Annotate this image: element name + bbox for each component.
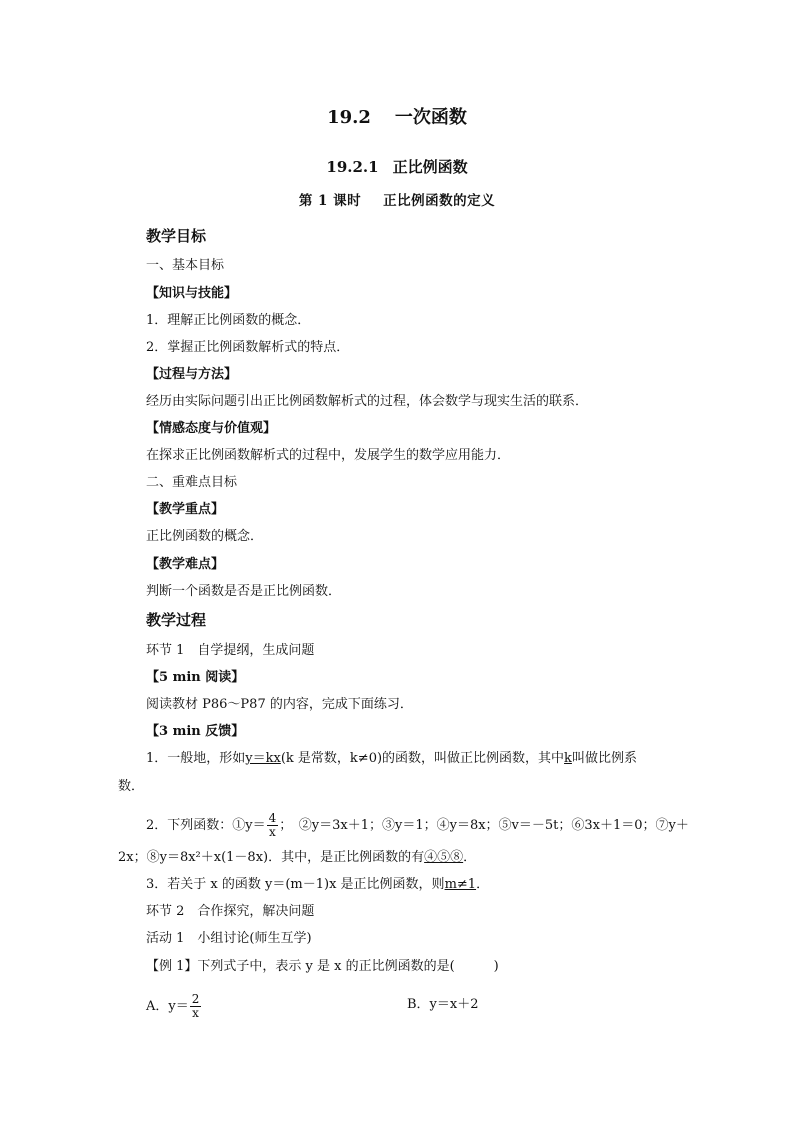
focus-text: 正比例函数的概念．: [146, 529, 264, 544]
question-2-continued: 2x；⑧y＝8x²＋x(1－8x)．其中，是正比例函数的有④⑤⑧．: [118, 850, 477, 865]
option-a: A．y＝ $\frac{2}{x}$: [146, 992, 200, 1020]
step1-title: 环节 1 自学提纲，生成问题: [146, 643, 315, 658]
difficulty-heading: 【教学难点】: [146, 557, 225, 572]
question-2: 2．下列函数：①y＝ $\frac{4}{x}$ ； ②y＝3x＋1；③y＝1；④y＝8x；⑤v＝－5t；⑥3x＋1＝0；⑦y＋: [146, 811, 689, 839]
option-b: B．y＝x＋2: [407, 997, 479, 1012]
answer-blank: k: [564, 751, 572, 766]
activity1-title: 活动 1 小组讨论(师生互学): [146, 931, 312, 946]
question-1-continued: 数．: [118, 779, 145, 794]
process-text: 经历由实际问题引出正比例函数解析式的过程，体会数学与现实生活的联系．: [146, 394, 589, 409]
step2-title: 环节 2 合作探究，解决问题: [146, 904, 315, 919]
process-heading: 【过程与方法】: [146, 367, 238, 382]
fraction: $\frac{2}{x}$: [191, 992, 200, 1020]
key-goals-heading: 二、重难点目标: [146, 475, 238, 490]
knowledge-item-2: 2．掌握正比例函数解析式的特点．: [146, 340, 350, 355]
objectives-heading: 教学目标: [146, 227, 207, 245]
answer-blank: y＝kx: [245, 751, 281, 766]
knowledge-item-1: 1．理解正比例函数的概念．: [146, 313, 311, 328]
focus-heading: 【教学重点】: [146, 502, 225, 517]
read-text: 阅读教材 P86～P87 的内容，完成下面练习．: [146, 697, 413, 712]
section-title: 19.2.1 正比例函数: [326, 158, 468, 176]
feedback-tag: 【3 min 反馈】: [146, 724, 245, 739]
question-1: 1．一般地，形如y＝kx(k 是常数，k≠0)的函数，叫做正比例函数，其中k叫做比例系: [146, 751, 637, 766]
read-tag: 【5 min 阅读】: [146, 670, 245, 685]
answer-blank: ④⑤⑧: [424, 850, 464, 865]
basic-goals-heading: 一、基本目标: [146, 258, 225, 273]
answer-blank: m≠1: [444, 877, 477, 892]
difficulty-text: 判断一个函数是否是正比例函数．: [146, 584, 342, 599]
fraction: $\frac{4}{x}$: [268, 811, 277, 839]
lesson-title: 第 1 课时 正比例函数的定义: [298, 193, 496, 209]
chapter-title: 19.2 一次函数: [327, 107, 467, 128]
emotion-heading: 【情感态度与价值观】: [146, 421, 277, 436]
knowledge-heading: 【知识与技能】: [146, 286, 238, 301]
emotion-text: 在探求正比例函数解析式的过程中，发展学生的数学应用能力．: [146, 448, 511, 463]
question-3: 3．若关于 x 的函数 y＝(m－1)x 是正比例函数，则m≠1．: [146, 877, 490, 892]
example-1: 【例 1】下列式子中，表示 y 是 x 的正比例函数的是( ): [146, 959, 499, 974]
process-section-heading: 教学过程: [146, 611, 207, 629]
